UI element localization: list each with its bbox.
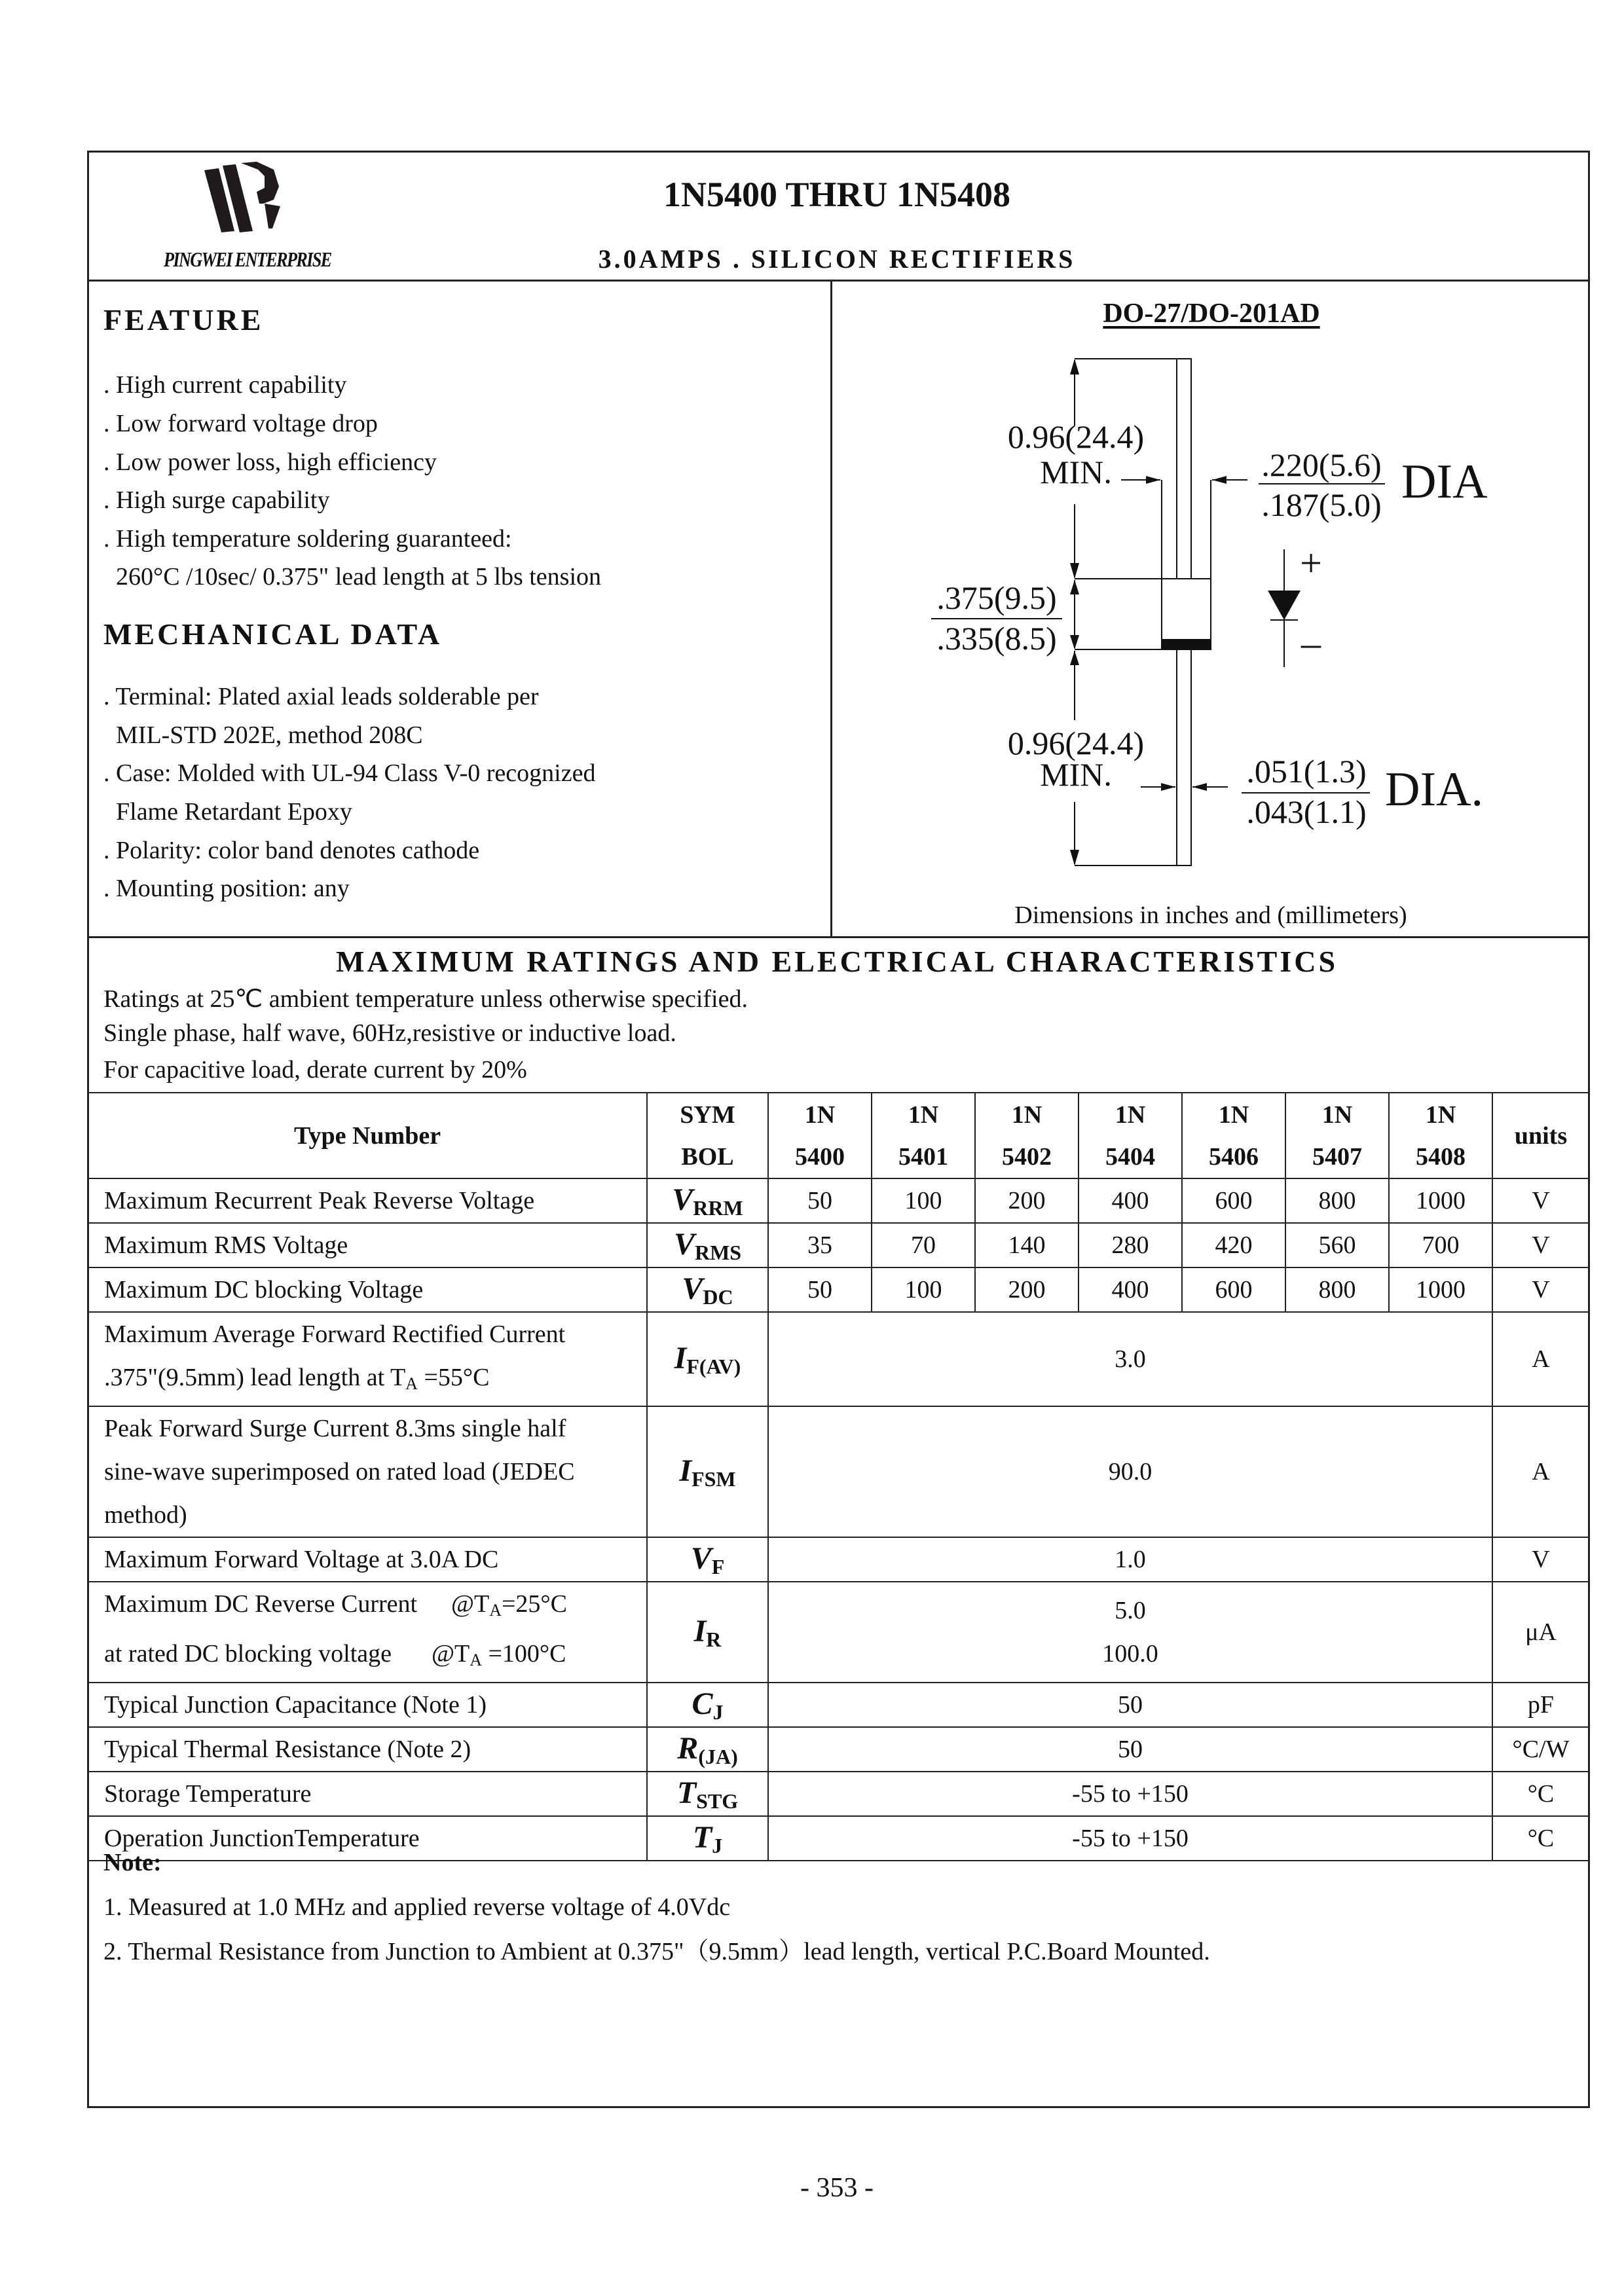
parameter-cell: Maximum Average Forward Rectified Current .375"(9.5mm) lead length at $T_A =55^\circ C$: [88, 1312, 647, 1406]
mechanical-item: . Terminal: Plated axial leads solderable per: [103, 683, 539, 710]
value-cell: °C: [1492, 1816, 1589, 1861]
body-length-min: .335(8.5): [936, 620, 1057, 657]
parameter-cell: Peak Forward Surge Current 8.3ms single half sine-wave superimposed on rated load (JEDEC method): [88, 1406, 647, 1537]
parameter-cell: Typical Junction Capacitance (Note 1): [88, 1683, 647, 1727]
feature-item: 260°C /10sec/ 0.375" lead length at 5 lbs tension: [103, 563, 601, 591]
lead-length-top: 0.96(24.4): [1007, 418, 1145, 455]
ratings-table: [87, 1092, 1590, 1861]
parameter-cell: Operation JunctionTemperature: [88, 1816, 647, 1861]
table-row: [88, 1537, 1589, 1582]
ratings-note: Single phase, half wave, 60Hz,resistive or inductive load.: [103, 1019, 676, 1047]
value-cell: pF: [1492, 1683, 1589, 1727]
value-cell: 100: [872, 1267, 975, 1312]
body-dia-label: DIA: [1401, 455, 1488, 509]
parameter-cell: Maximum DC Reverse Current $@T_A=25^\circ C$ at rated DC blocking voltage $@T_A =100^\circ C$: [88, 1582, 647, 1683]
lead-length-top-min: MIN.: [1040, 454, 1112, 490]
table-row: [88, 1223, 1589, 1267]
value-cell: 1000: [1389, 1267, 1492, 1312]
lead-dia-label: DIA.: [1385, 763, 1484, 816]
mechanical-item: . Mounting position: any: [103, 875, 350, 902]
value-cell: 600: [1182, 1178, 1285, 1223]
body-dia-min: .187(5.0): [1261, 486, 1382, 523]
mechanical-item: . Polarity: color band denotes cathode: [103, 837, 480, 864]
units-header: units: [1492, 1093, 1589, 1178]
table-row: [88, 1772, 1589, 1816]
parameter-cell: Maximum Recurrent Peak Reverse Voltage: [88, 1178, 647, 1223]
company-name: PINGWEI ENTERPRISE: [164, 247, 331, 271]
page-subtitle: 3.0AMPS . SILICON RECTIFIERS: [598, 244, 1076, 274]
parameter-cell: Maximum Forward Voltage at 3.0A DC: [88, 1537, 647, 1582]
mechanical-item: MIL-STD 202E, method 208C: [103, 721, 423, 749]
feature-item: . Low power loss, high efficiency: [103, 448, 437, 476]
value-cell: 5.0 100.0: [768, 1582, 1492, 1683]
value-cell: V: [1492, 1537, 1589, 1582]
mechanical-heading: MECHANICAL DATA: [103, 617, 443, 651]
mechanical-item: . Case: Molded with UL-94 Class V-0 recognized: [103, 759, 596, 787]
part-header: 1N 5406: [1182, 1093, 1285, 1178]
note-item: 2. Thermal Resistance from Junction to Ambient at 0.375"（9.5mm）lead length, vertical P.C.Board Mounted.: [103, 1938, 1210, 1965]
table-row: [88, 1816, 1589, 1861]
body-length-max: .375(9.5): [936, 579, 1057, 616]
value-cell: 70: [872, 1223, 975, 1267]
top-lead: [1177, 359, 1191, 579]
value-cell: 50: [768, 1267, 872, 1312]
value-cell: 50: [768, 1727, 1492, 1772]
symbol: $T_{STG}$: [647, 1772, 768, 1816]
type-number-header: Type Number: [88, 1093, 647, 1178]
diode-symbol-icon: [1268, 591, 1301, 620]
feature-item: . High current capability: [103, 371, 347, 399]
symbol: $I_{FSM}$: [647, 1406, 768, 1537]
table-row: [88, 1727, 1589, 1772]
parameter-cell: Typical Thermal Resistance (Note 2): [88, 1727, 647, 1772]
dimensions-footnote: Dimensions in inches and (millimeters): [1014, 902, 1407, 929]
value-cell: 50: [768, 1178, 872, 1223]
lead-length-bottom: 0.96(24.4): [1007, 725, 1145, 761]
table-row: [88, 1683, 1589, 1727]
lead-dia-max: .051(1.3): [1246, 753, 1367, 790]
value-cell: °C/W: [1492, 1727, 1589, 1772]
symbol: $C_J$: [647, 1683, 768, 1727]
value-cell: 400: [1079, 1267, 1182, 1312]
part-header: 1N 5408: [1389, 1093, 1492, 1178]
feature-heading: FEATURE: [103, 303, 264, 337]
value-cell: 50: [768, 1683, 1492, 1727]
value-cell: -55 to +150: [768, 1772, 1492, 1816]
table-row: [88, 1406, 1589, 1537]
value-cell: V: [1492, 1267, 1589, 1312]
value-cell: 800: [1285, 1178, 1389, 1223]
value-cell: 200: [975, 1267, 1079, 1312]
table-header-row: [88, 1093, 1589, 1178]
diode-body: [1162, 579, 1211, 649]
value-cell: 3.0: [768, 1312, 1492, 1406]
part-header: 1N 5400: [768, 1093, 872, 1178]
symbol: $V_{RRM}$: [647, 1178, 768, 1223]
symbol: $V_{DC}$: [647, 1267, 768, 1312]
value-cell: 560: [1285, 1223, 1389, 1267]
value-cell: 800: [1285, 1267, 1389, 1312]
value-cell: A: [1492, 1312, 1589, 1406]
value-cell: 100: [872, 1178, 975, 1223]
page-title: 1N5400 THRU 1N5408: [663, 175, 1011, 214]
value-cell: 1000: [1389, 1178, 1492, 1223]
value-cell: 140: [975, 1223, 1079, 1267]
value-cell: 400: [1079, 1178, 1182, 1223]
table-row: [88, 1267, 1589, 1312]
value-cell: 35: [768, 1223, 872, 1267]
part-header: 1N 5407: [1285, 1093, 1389, 1178]
package-outline-drawing: [0, 0, 1624, 938]
table-row: [88, 1178, 1589, 1223]
body-dia-max: .220(5.6): [1261, 446, 1382, 483]
feature-item: . High surge capability: [103, 486, 330, 514]
value-cell: V: [1492, 1178, 1589, 1223]
page-number: - 353 -: [800, 2173, 874, 2203]
table-row: [88, 1312, 1589, 1406]
symbol: $I_{F(AV)}$: [647, 1312, 768, 1406]
table-row: [88, 1582, 1589, 1683]
feature-item: . Low forward voltage drop: [103, 410, 378, 437]
value-cell: 280: [1079, 1223, 1182, 1267]
value-cell: μA: [1492, 1582, 1589, 1683]
symbol: $V_{RMS}$: [647, 1223, 768, 1267]
value-cell: 1.0: [768, 1537, 1492, 1582]
value-cell: 420: [1182, 1223, 1285, 1267]
package-title-text: DO-27/DO-201AD: [1103, 299, 1320, 329]
lead-dia-min: .043(1.1): [1246, 793, 1367, 830]
symbol: $T_J$: [647, 1816, 768, 1861]
part-header: 1N 5402: [975, 1093, 1079, 1178]
parameter-cell: Storage Temperature: [88, 1772, 647, 1816]
value-cell: 700: [1389, 1223, 1492, 1267]
symbol-header: SYM BOL: [647, 1093, 768, 1178]
value-cell: -55 to +150: [768, 1816, 1492, 1861]
symbol: $V_F$: [647, 1537, 768, 1582]
value-cell: A: [1492, 1406, 1589, 1537]
ratings-note: For capacitive load, derate current by 20%: [103, 1056, 527, 1084]
value-cell: V: [1492, 1223, 1589, 1267]
cathode-band: [1162, 639, 1211, 649]
value-cell: 600: [1182, 1267, 1285, 1312]
mechanical-item: Flame Retardant Epoxy: [103, 798, 352, 826]
anode-plus: +: [1300, 541, 1322, 585]
lead-length-bottom-min: MIN.: [1040, 756, 1112, 793]
ratings-heading: MAXIMUM RATINGS AND ELECTRICAL CHARACTERISTICS: [335, 945, 1338, 978]
symbol: $R_{(JA)}$: [647, 1727, 768, 1772]
value-cell: 90.0: [768, 1406, 1492, 1537]
part-header: 1N 5404: [1079, 1093, 1182, 1178]
symbol: $I_R$: [647, 1582, 768, 1683]
parameter-cell: Maximum RMS Voltage: [88, 1223, 647, 1267]
value-cell: °C: [1492, 1772, 1589, 1816]
note-item: 1. Measured at 1.0 MHz and applied reverse voltage of 4.0Vdc: [103, 1893, 731, 1921]
value-cell: 200: [975, 1178, 1079, 1223]
feature-item: . High temperature soldering guaranteed:: [103, 525, 512, 553]
part-header: 1N 5401: [872, 1093, 975, 1178]
parameter-cell: Maximum DC blocking Voltage: [88, 1267, 647, 1312]
notes-heading: Note:: [103, 1849, 162, 1876]
cathode-minus: –: [1301, 621, 1321, 665]
bottom-lead: [1177, 649, 1191, 866]
ratings-note: Ratings at 25℃ ambient temperature unless otherwise specified.: [103, 985, 748, 1013]
